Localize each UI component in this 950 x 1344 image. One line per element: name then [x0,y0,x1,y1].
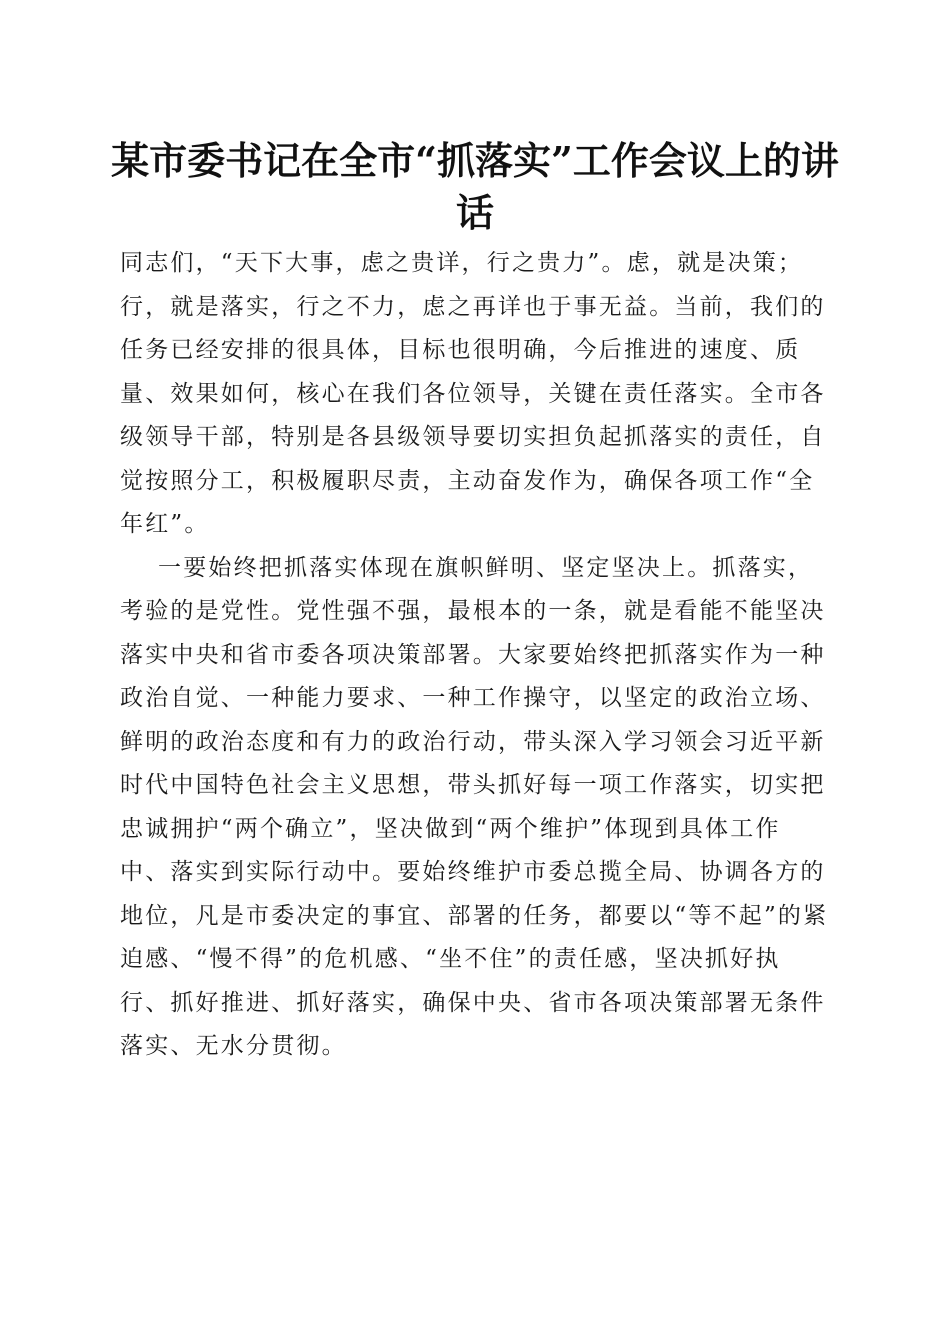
paragraph-opening: 同志们，“天下大事，虑之贵详，行之贵力”。虑，就是决策；行，就是落实，行之不力，虑之再详也于事无益。当前，我们的任务已经安排的很具体，目标也很明确，今后推进的速度、质量、效果如何，核心在我们各位领导，关键在责任落实。全市各级领导干部，特别是各县级领导要切实担负起抓落实的责任，自觉按照分工，积极履职尽责，主动奋发作为，确保各项工作“全年红”。 [120,250,826,537]
paragraph-point-one: 一要始终把抓落实体现在旗帜鲜明、坚定坚决上。抓落实，考验的是党性。党性强不强，最根本的一条，就是看能不能坚决落实中央和省市委各项决策部署。大家要始终把抓落实作为一种政治自觉、一种能力要求、一种工作操守，以坚定的政治立场、鲜明的政治态度和有力的政治行动，带头深入学习领会习近平新时代中国特色社会主义思想，带头抓好每一项工作落实，切实把忠诚拥护“两个确立”，坚决做到“两个维护”体现到具体工作中、落实到实际行动中。要始终维护市委总揽全局、协调各方的地位，凡是市委决定的事宜、部署的任务，都要以“等不起”的紧迫感、“慢不得”的危机感、“坐不住”的责任感，坚决抓好执行、抓好推进、抓好落实，确保中央、省市各项决策部署无条件落实、无水分贯彻。 [120,554,829,1059]
document-title: 某市委书记在全市“抓落实”工作会议上的讲话 [111,138,839,235]
document-body [120,242,830,1069]
